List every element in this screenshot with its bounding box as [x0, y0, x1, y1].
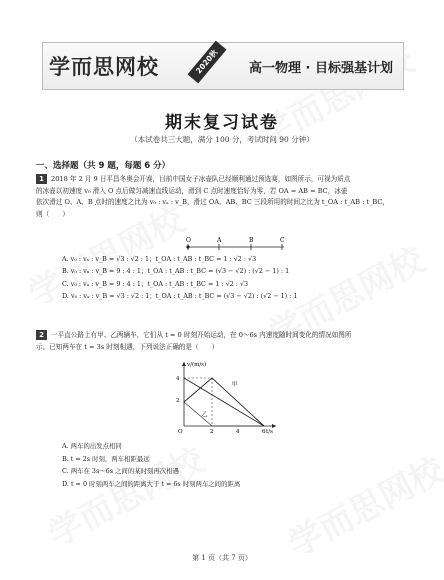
header-banner — [42, 42, 404, 90]
y-axis-label: v/(m/s) — [187, 362, 207, 368]
point-label: B — [249, 237, 254, 244]
velocity-time-graph — [170, 358, 280, 434]
x-tick-label: 4 — [236, 429, 240, 434]
brand-logo: 学而思网校 — [49, 55, 159, 79]
question-2-options — [62, 440, 240, 490]
series-jia-line — [184, 378, 264, 426]
page-subtitle: （本试卷共三大题，满分 100 分，考试时间 90 分钟） — [130, 135, 314, 144]
series-label: 乙 — [202, 412, 208, 418]
question-2 — [36, 330, 408, 353]
option-c: C. 两车在 3s～6s 之间的某时刻再次相遇 — [62, 467, 179, 476]
x-tick-label: 2 — [210, 429, 214, 434]
series-title: 高一物理 · 目标强基计划 — [249, 61, 393, 76]
option-a: A. v₀ : vₐ : v_B = √3 : √2 : 1；t_OA : t_AB : t_BC = 1 : √2 : √3 — [62, 255, 257, 263]
curling-stone — [186, 245, 189, 248]
option-a: A. 两车的出发点相同 — [62, 442, 122, 450]
point-label: O — [186, 237, 191, 244]
y-tick-label: 2 — [176, 398, 180, 404]
point-label: C — [280, 237, 285, 244]
page-footer: 第 1 页（共 7 页） — [192, 554, 252, 562]
question-text-line: 示。已知两车在 t = 3s 时刻相遇，下列说法正确的是（ ） — [36, 342, 219, 351]
page-title: 期末复习试卷 — [165, 113, 279, 133]
x-axis-label: t/s — [266, 429, 273, 434]
origin-label: O — [178, 429, 183, 434]
point-label: A — [217, 237, 222, 244]
y-tick-label: 4 — [176, 376, 180, 382]
y-axis-arrow-icon — [182, 362, 186, 366]
option-b: B. t = 2s 时刻，两车相距最远 — [62, 454, 150, 463]
option-c: C. v₀ : vₐ : v_B = 9 : 4 : 1；t_OA : t_AB : t_BC = 1 : √2 : √3 — [62, 279, 249, 288]
option-d: D. v₀ : vₐ : v_B = √3 : √2 : 1；t_OA : t_AB : t_BC = (√3 − √2) : (√2 − 1) : 1 — [62, 292, 298, 301]
track-diagram — [186, 236, 286, 252]
x-axis-arrow-icon — [272, 424, 276, 428]
question-1 — [36, 174, 408, 220]
question-text-line: 2 一平直公路上有甲、乙两辆车，它们从 t = 0 时刻开始运动，在 0～6s 内速度随时间变化的情况如图所 — [36, 330, 408, 342]
section-title: 一、选择题（共 9 题，每题 6 分） — [36, 161, 171, 171]
question-text-line: 依次滑过 O、A、B 点时的速度之比为 v₀ : vₐ : v_B，滑过 OA、AB、BC 三段所用的时间之比为 t_OA : t_AB : t_BC， — [36, 198, 389, 207]
semester-ribbon: 2020秋 — [187, 41, 226, 84]
watermark — [278, 443, 444, 566]
x-tick-label: 6 — [262, 429, 266, 434]
series-label: 甲 — [232, 382, 238, 388]
question-text-line: 的冰壶以初速度 v₀ 滑入 O 点后做匀减速直线运动，滑到 C 点时速度恰好为零，若 OA = AB = BC，冰壶 — [36, 186, 348, 195]
question-number: 1 — [36, 174, 47, 184]
question-number: 2 — [36, 330, 47, 340]
question-1-options — [62, 253, 298, 303]
option-d: D. t = 0 时刻两车之间的距离大于 t = 6s 时刻两车之间的距离 — [62, 479, 241, 488]
series-yi-lower-line — [184, 402, 264, 426]
option-b: B. v₀ : vₐ : v_B = 9 : 4 : 1；t_OA : t_AB : t_BC = (√3 − √2) : (√2 − 1) : 1 — [62, 267, 290, 276]
question-text-line: 1 2018 年 2 月 9 日平昌冬奥会开赛，目前中国女子冰壶队已经顺利通过预选赛，如图所示，可视为质点 — [36, 174, 408, 186]
question-text-line: 则（ ） — [36, 209, 69, 218]
